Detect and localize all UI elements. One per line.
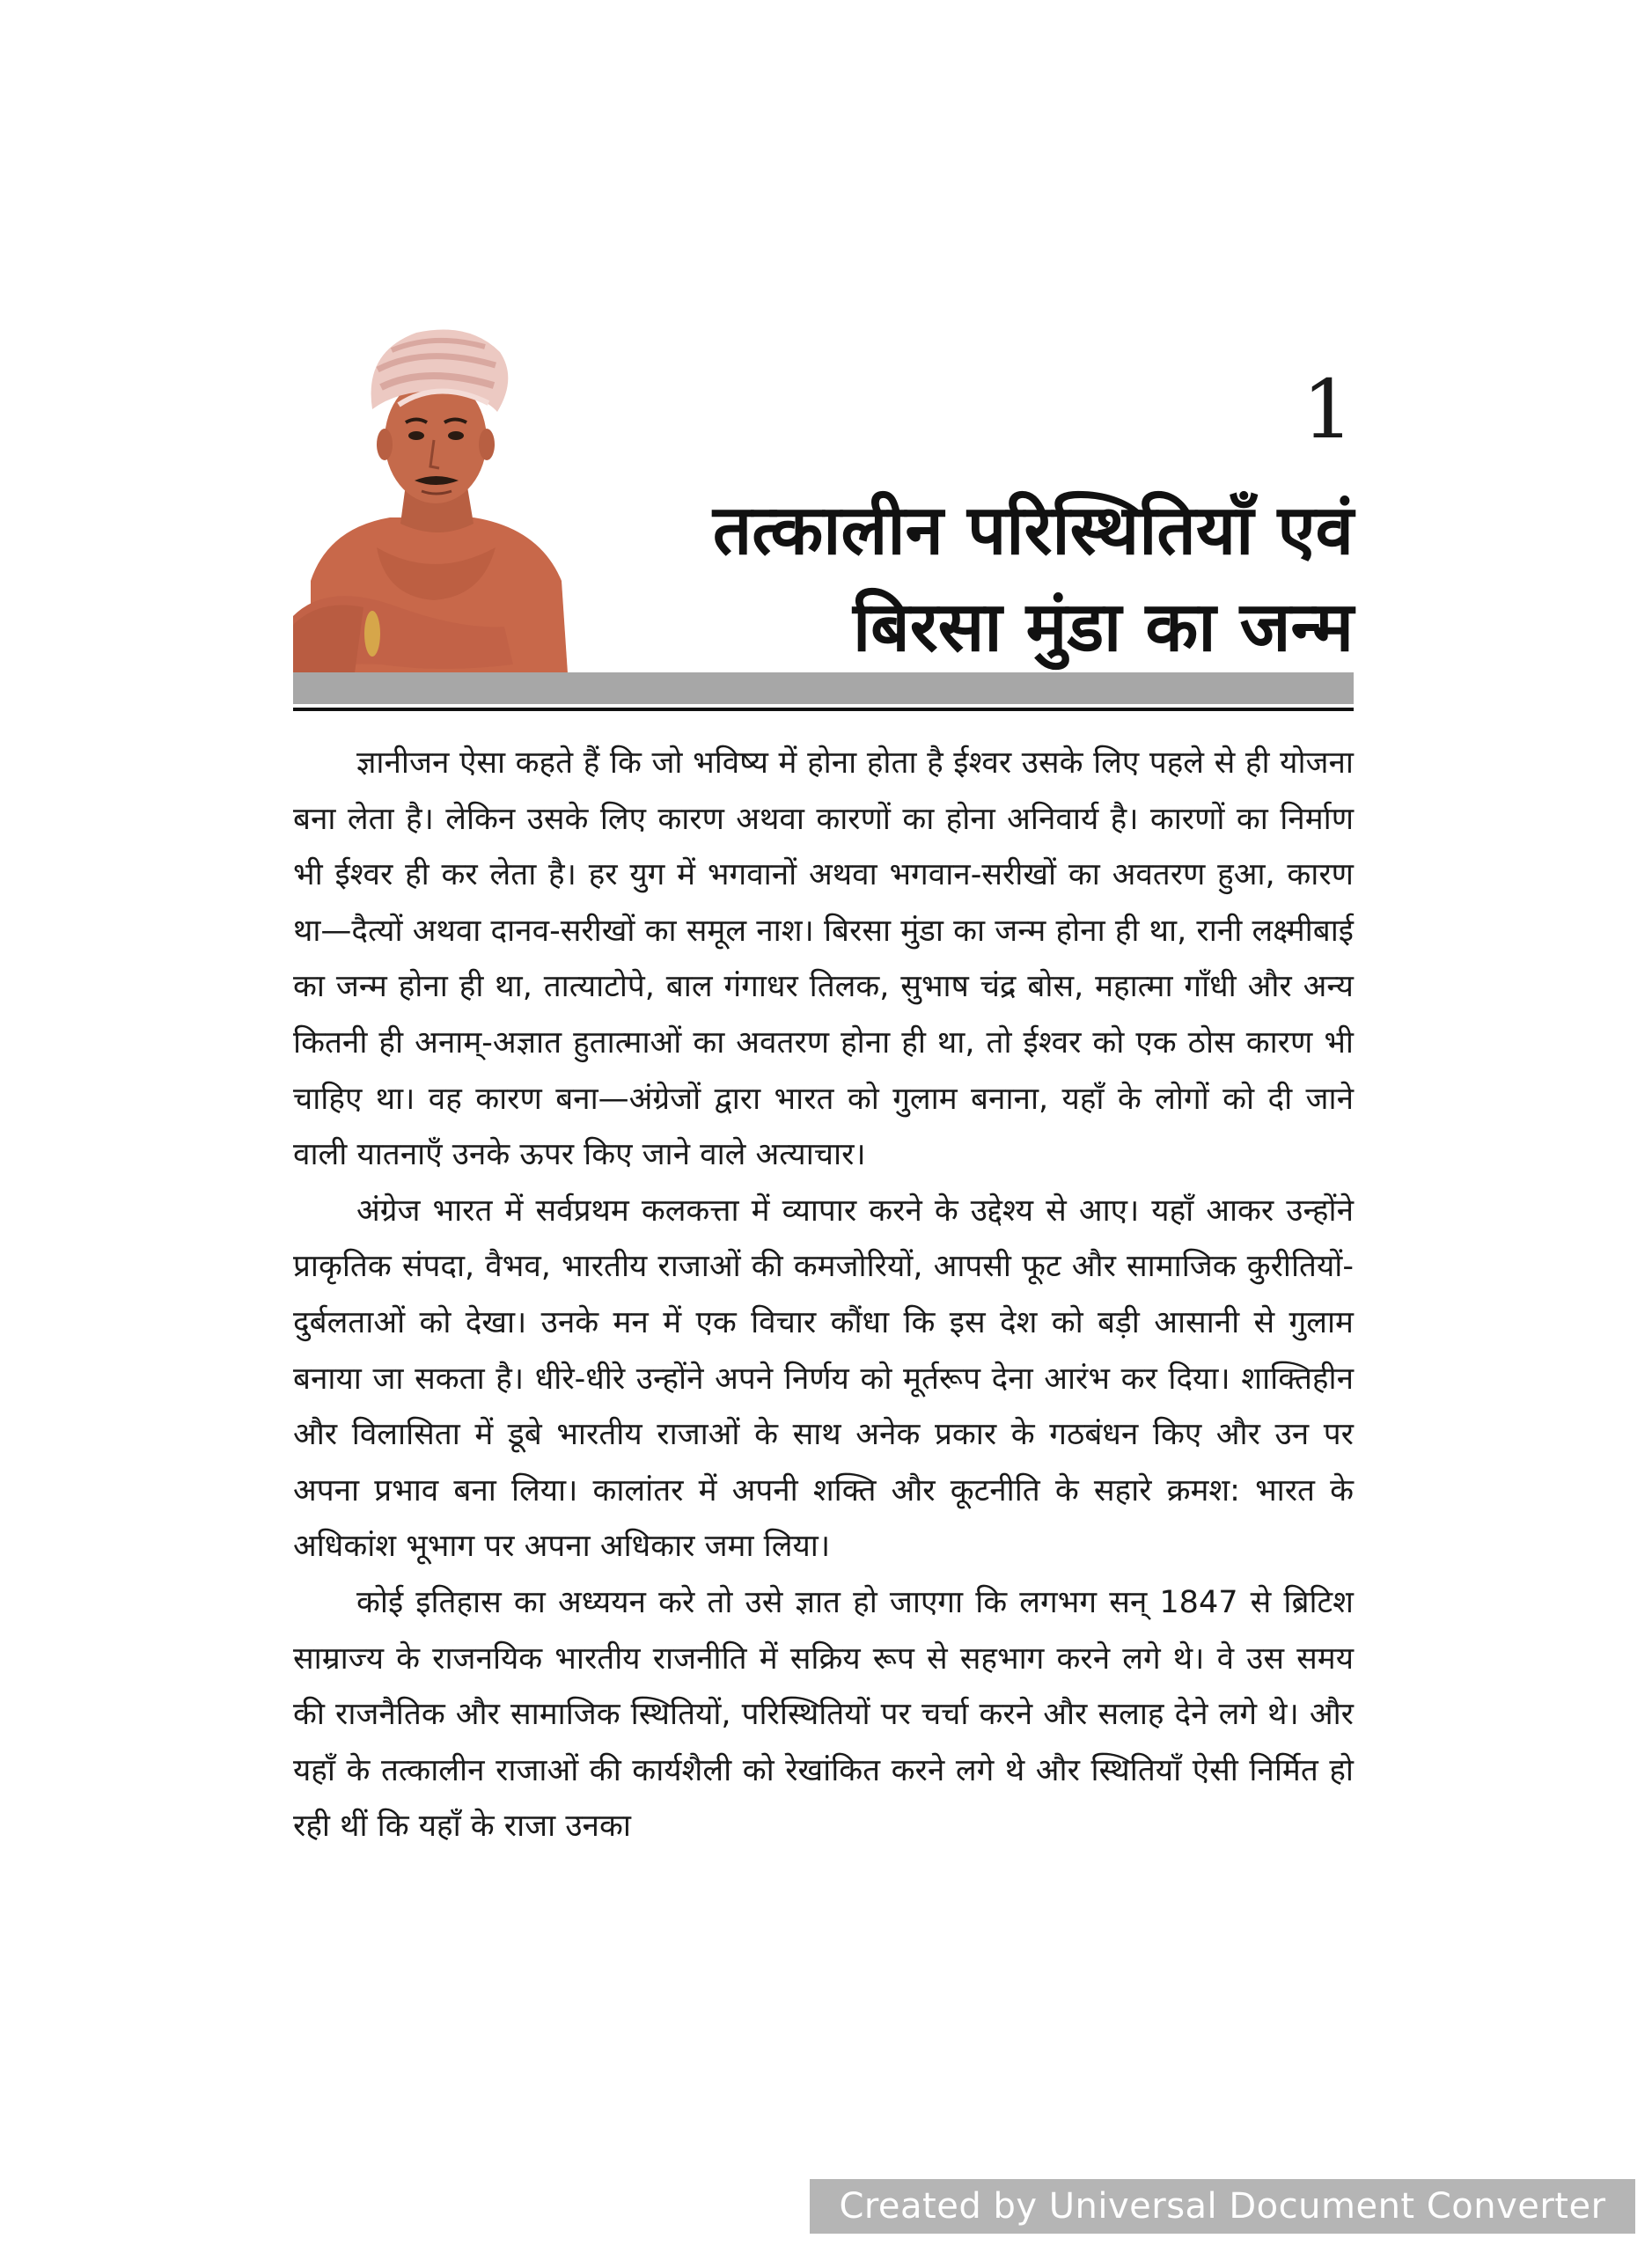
chapter-title-line-1: तत्कालीन परिस्थितियाँ एवं (712, 491, 1354, 570)
chapter-title-line-2: बिरसा मुंडा का जन्म (852, 588, 1354, 667)
chapter-title (562, 482, 1354, 676)
title-rule (293, 708, 1354, 711)
paragraph: ज्ञानीजन ऐसा कहते हैं कि जो भविष्य में होना होता है ईश्वर उसके लिए पहले से ही योजना बना लेता है। लेकिन उसके लिए कारण अथवा कारणों का होना अनिवार्य है। कारणों का निर्माण भी ईश्वर ही कर लेता है। हर युग में भगवानों अथवा भगवान-सरीखों का अवतरण हुआ, कारण था—दैत्यों अथवा दानव-सरीखों का समूल नाश। बिरसा मुंडा का जन्म होना ही था, रानी लक्ष्मीबाई का जन्म होना ही था, तात्याटोपे, बाल गंगाधर तिलक, सुभाष चंद्र बोस, महात्मा गाँधी और अन्य कितनी ही अनाम्-अज्ञात हुतात्माओं का अवतरण होना ही था, तो ईश्वर को एक ठोस कारण भी चाहिए था। वह कारण बना—अंग्रेजों द्वारा भारत को गुलाम बनाना, यहाँ के लोगों को दी जाने वाली यातनाएँ उनके ऊपर किए जाने वाले अत्याचार। (293, 745, 1354, 1173)
paragraph: कोई इतिहास का अध्ययन करे तो उसे ज्ञात हो जाएगा कि लगभग सन् 1847 से ब्रिटिश साम्राज्य के राजनयिक भारतीय राजनीति में सक्रिय रूप से सहभाग करने लगे थे। वे उस समय की राजनैतिक और सामाजिक स्थितियों, परिस्थितियों पर चर्चा करने और सलाह देने लगे थे। और यहाँ के तत्कालीन राजाओं की कार्यशैली को रेखांकित करने लगे थे और स्थितियाँ ऐसी निर्मित हो रही थीं कि यहाँ के राजा उनका (293, 1584, 1354, 1845)
title-grey-bar (293, 672, 1354, 704)
chapter-number: 1 (1302, 363, 1354, 457)
portrait-illustration (293, 317, 575, 673)
paragraph: अंग्रेज भारत में सर्वप्रथम कलकत्ता में व्यापार करने के उद्देश्य से आए। यहाँ आकर उन्होंने प्राकृतिक संपदा, वैभव, भारतीय राजाओं की कमजोरियों, आपसी फूट और सामाजिक कुरीतियों-दुर्बलताओं को देखा। उनके मन में एक विचार कौंधा कि इस देश को बड़ी आसानी से गुलाम बनाया जा सकता है। धीरे-धीरे उन्होंने अपने निर्णय को मूर्तरूप देना आरंभ कर दिया। शाक्तिहीन और विलासिता में डूबे भारतीय राजाओं के साथ अनेक प्रकार के गठबंधन किए और उन पर अपना प्रभाव बना लिया। कालांतर में अपनी शक्ति और कूटनीति के सहारे क्रमश: भारत के अधिकांश भूभाग पर अपना अधिकार जमा लिया। (293, 1193, 1354, 1565)
chapter-body (293, 736, 1354, 1855)
converter-watermark: Created by Universal Document Converter (810, 2179, 1635, 2234)
